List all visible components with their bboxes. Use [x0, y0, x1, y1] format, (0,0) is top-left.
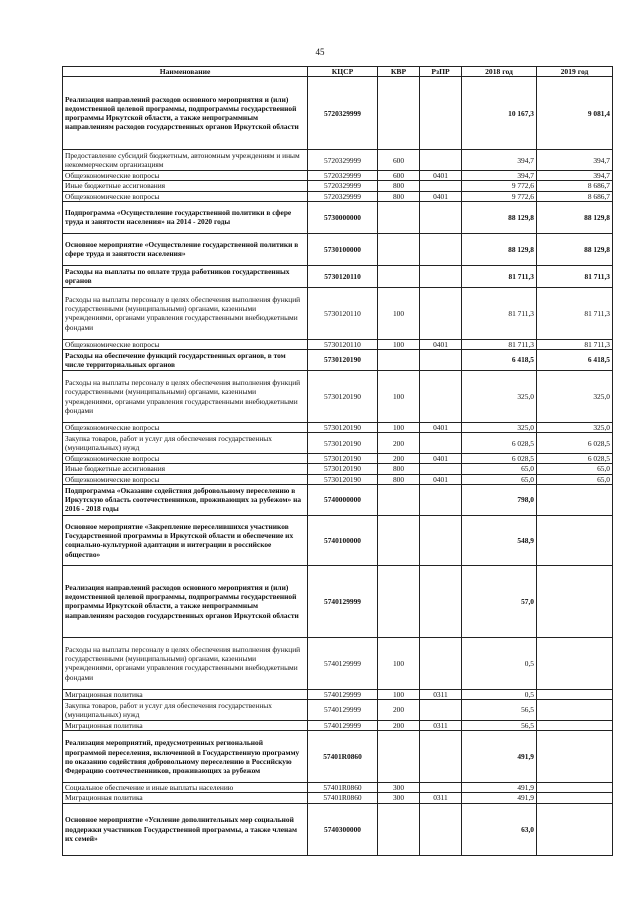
row-rzpr-cell — [420, 783, 462, 793]
row-name-cell: Иные бюджетные ассигнования — [63, 464, 308, 474]
table-row — [63, 515, 613, 565]
row-kcsr-cell: 5720329999 — [308, 77, 378, 150]
row-kcsr-cell: 5730120190 — [308, 433, 378, 454]
row-rzpr-cell — [420, 350, 462, 371]
table-row — [63, 181, 613, 191]
table-row — [63, 77, 613, 150]
table-row — [63, 793, 613, 803]
row-kvr-cell: 600 — [378, 171, 420, 181]
row-kvr-cell: 200 — [378, 454, 420, 464]
row-2018-cell: 491,9 — [462, 731, 537, 783]
row-kcsr-cell: 5730120190 — [308, 464, 378, 474]
row-2018-cell: 56,5 — [462, 700, 537, 721]
row-kvr-cell: 200 — [378, 700, 420, 721]
row-kvr-cell — [378, 565, 420, 637]
row-kcsr-cell: 5740129999 — [308, 721, 378, 731]
table-row — [63, 721, 613, 731]
row-2019-cell — [537, 565, 613, 637]
table-row — [63, 433, 613, 454]
row-kvr-cell: 800 — [378, 474, 420, 484]
row-2018-cell: 6 418,5 — [462, 350, 537, 371]
row-kvr-cell — [378, 803, 420, 855]
header-2018: 2018 год — [462, 67, 537, 77]
row-rzpr-cell — [420, 484, 462, 515]
row-name-cell: Общеэкономические вопросы — [63, 339, 308, 349]
table-row — [63, 191, 613, 201]
row-2018-cell: 57,0 — [462, 565, 537, 637]
row-kvr-cell: 800 — [378, 191, 420, 201]
row-rzpr-cell — [420, 181, 462, 191]
row-kcsr-cell: 5720329999 — [308, 181, 378, 191]
row-kcsr-cell: 5740000000 — [308, 484, 378, 515]
row-kcsr-cell: 5720329999 — [308, 191, 378, 201]
row-2018-cell: 548,9 — [462, 515, 537, 565]
table-row — [63, 803, 613, 855]
row-kvr-cell: 100 — [378, 339, 420, 349]
row-rzpr-cell — [420, 565, 462, 637]
row-name-cell: Социальное обеспечение и иные выплаты населению — [63, 783, 308, 793]
row-kvr-cell — [378, 265, 420, 287]
row-kcsr-cell: 57401R0860 — [308, 793, 378, 803]
row-kvr-cell: 300 — [378, 783, 420, 793]
row-rzpr-cell: 0401 — [420, 454, 462, 464]
row-rzpr-cell — [420, 515, 462, 565]
row-2019-cell — [537, 721, 613, 731]
row-kcsr-cell: 5740129999 — [308, 700, 378, 721]
row-kvr-cell — [378, 731, 420, 783]
row-2018-cell: 65,0 — [462, 474, 537, 484]
row-name-cell: Основное мероприятие «Усиление дополнительных мер социальной поддержки участников Государственной программы, а также членам их семей» — [63, 803, 308, 855]
row-kcsr-cell: 5740300000 — [308, 803, 378, 855]
row-name-cell: Закупка товаров, работ и услуг для обеспечения государственных (муниципальных) нужд — [63, 700, 308, 721]
row-name-cell: Реализация направлений расходов основного мероприятия и (или) ведомственной целевой программы, подпрограммы государственной программы Иркутской области, а также непрограммным направлениям расходов государственных органов Иркутской области — [63, 77, 308, 150]
row-kvr-cell — [378, 233, 420, 265]
row-rzpr-cell: 0401 — [420, 423, 462, 433]
row-name-cell: Расходы на выплаты по оплате труда работников государственных органов — [63, 265, 308, 287]
row-2019-cell: 6 028,5 — [537, 454, 613, 464]
row-kcsr-cell: 5730120190 — [308, 350, 378, 371]
row-rzpr-cell — [420, 371, 462, 423]
table-body — [63, 77, 613, 855]
table-row — [63, 464, 613, 474]
row-2018-cell: 81 711,3 — [462, 339, 537, 349]
row-kcsr-cell: 5730120190 — [308, 423, 378, 433]
row-kcsr-cell: 5730120110 — [308, 265, 378, 287]
row-2019-cell — [537, 803, 613, 855]
row-name-cell: Миграционная политика — [63, 721, 308, 731]
row-name-cell: Предоставление субсидий бюджетным, автономным учреждениям и иным некоммерческим организациям — [63, 150, 308, 171]
row-name-cell: Реализация направлений расходов основного мероприятия и (или) ведомственной целевой программы, подпрограммы государственной программы Иркутской области, а также непрограммным направлениям расходов государственных органов Иркутской области — [63, 565, 308, 637]
budget-table — [62, 66, 613, 856]
row-name-cell: Расходы на выплаты персоналу в целях обеспечения выполнения функций государственными (муниципальными) органами, казенными учреждениями, органами управления государственными внебюджетными фондами — [63, 287, 308, 339]
row-name-cell: Иные бюджетные ассигнования — [63, 181, 308, 191]
row-name-cell: Подпрограмма «Осуществление государственной политики в сфере труда и занятости населения» на 2014 - 2020 годы — [63, 201, 308, 233]
header-kvr: КВР — [378, 67, 420, 77]
table-row — [63, 637, 613, 689]
row-kvr-cell: 100 — [378, 637, 420, 689]
row-2019-cell — [537, 689, 613, 699]
row-kcsr-cell: 5730120190 — [308, 454, 378, 464]
row-kcsr-cell: 5740129999 — [308, 637, 378, 689]
table-row — [63, 350, 613, 371]
table-row — [63, 339, 613, 349]
header-rzpr: РзПР — [420, 67, 462, 77]
row-2018-cell: 6 028,5 — [462, 433, 537, 454]
row-rzpr-cell: 0401 — [420, 171, 462, 181]
row-name-cell: Реализация мероприятий, предусмотренных региональной программой переселения, включенной в Государственную программу по оказанию содействия добровольному переселению в Российскую Федерацию соотечественников, проживающих за рубежом — [63, 731, 308, 783]
row-rzpr-cell: 0311 — [420, 689, 462, 699]
row-kcsr-cell: 5730120190 — [308, 371, 378, 423]
row-kvr-cell — [378, 350, 420, 371]
table-row — [63, 423, 613, 433]
row-2019-cell — [537, 793, 613, 803]
row-kcsr-cell: 57401R0860 — [308, 783, 378, 793]
row-kvr-cell: 300 — [378, 793, 420, 803]
row-name-cell: Расходы на выплаты персоналу в целях обеспечения выполнения функций государственными (муниципальными) органами, казенными учреждениями, органами управления государственными внебюджетными фондами — [63, 637, 308, 689]
row-kcsr-cell: 5740129999 — [308, 565, 378, 637]
row-2019-cell: 8 686,7 — [537, 191, 613, 201]
table-row — [63, 565, 613, 637]
row-2019-cell — [537, 700, 613, 721]
row-2018-cell: 88 129,8 — [462, 201, 537, 233]
row-kcsr-cell: 5730120110 — [308, 287, 378, 339]
row-2019-cell: 88 129,8 — [537, 201, 613, 233]
row-2019-cell: 6 028,5 — [537, 433, 613, 454]
table-row — [63, 150, 613, 171]
header-kcsr: КЦСР — [308, 67, 378, 77]
row-2019-cell: 65,0 — [537, 474, 613, 484]
row-2018-cell: 394,7 — [462, 150, 537, 171]
row-rzpr-cell — [420, 265, 462, 287]
table-row — [63, 454, 613, 464]
table-row — [63, 484, 613, 515]
table-row — [63, 371, 613, 423]
row-kcsr-cell: 5730120190 — [308, 474, 378, 484]
row-rzpr-cell — [420, 700, 462, 721]
row-2018-cell: 63,0 — [462, 803, 537, 855]
row-name-cell: Подпрограмма «Оказание содействия добровольному переселению в Иркутскую область соотечественников, проживающих за рубежом» на 2016 - 2018 годы — [63, 484, 308, 515]
row-kcsr-cell: 5730000000 — [308, 201, 378, 233]
row-2019-cell: 81 711,3 — [537, 287, 613, 339]
row-rzpr-cell — [420, 201, 462, 233]
row-2018-cell: 491,9 — [462, 783, 537, 793]
row-2018-cell: 798,0 — [462, 484, 537, 515]
row-kvr-cell: 200 — [378, 721, 420, 731]
row-kvr-cell — [378, 515, 420, 565]
row-2019-cell: 81 711,3 — [537, 339, 613, 349]
row-kvr-cell: 800 — [378, 181, 420, 191]
row-kcsr-cell: 5740100000 — [308, 515, 378, 565]
table-row — [63, 731, 613, 783]
table-header-row — [63, 67, 613, 77]
table-row — [63, 201, 613, 233]
row-rzpr-cell — [420, 77, 462, 150]
row-rzpr-cell — [420, 731, 462, 783]
row-2018-cell: 10 167,3 — [462, 77, 537, 150]
row-2018-cell: 56,5 — [462, 721, 537, 731]
row-2019-cell — [537, 637, 613, 689]
row-2019-cell: 325,0 — [537, 423, 613, 433]
table-row — [63, 171, 613, 181]
row-2018-cell: 81 711,3 — [462, 265, 537, 287]
row-kvr-cell: 600 — [378, 150, 420, 171]
header-name: Наименование — [63, 67, 308, 77]
row-name-cell: Общеэкономические вопросы — [63, 423, 308, 433]
row-2018-cell: 0,5 — [462, 689, 537, 699]
row-2019-cell: 88 129,8 — [537, 233, 613, 265]
row-kcsr-cell: 5720329999 — [308, 171, 378, 181]
table-row — [63, 783, 613, 793]
row-name-cell: Общеэкономические вопросы — [63, 171, 308, 181]
row-rzpr-cell — [420, 464, 462, 474]
row-rzpr-cell — [420, 433, 462, 454]
row-2018-cell: 81 711,3 — [462, 287, 537, 339]
table-row — [63, 233, 613, 265]
row-2019-cell: 325,0 — [537, 371, 613, 423]
row-2018-cell: 394,7 — [462, 171, 537, 181]
row-rzpr-cell: 0401 — [420, 191, 462, 201]
row-2018-cell: 9 772,6 — [462, 181, 537, 191]
row-name-cell: Основное мероприятие «Осуществление государственной политики в сфере труда и занятости населения» — [63, 233, 308, 265]
row-2019-cell — [537, 515, 613, 565]
row-kvr-cell: 100 — [378, 371, 420, 423]
table-row — [63, 700, 613, 721]
row-kvr-cell: 100 — [378, 689, 420, 699]
row-rzpr-cell — [420, 233, 462, 265]
row-kvr-cell — [378, 484, 420, 515]
row-rzpr-cell: 0311 — [420, 721, 462, 731]
row-2018-cell: 65,0 — [462, 464, 537, 474]
row-kvr-cell — [378, 201, 420, 233]
row-name-cell: Закупка товаров, работ и услуг для обеспечения государственных (муниципальных) нужд — [63, 433, 308, 454]
row-rzpr-cell: 0311 — [420, 793, 462, 803]
row-2019-cell — [537, 783, 613, 793]
row-2018-cell: 491,9 — [462, 793, 537, 803]
row-kvr-cell: 200 — [378, 433, 420, 454]
row-2019-cell — [537, 731, 613, 783]
table-row — [63, 474, 613, 484]
row-name-cell: Общеэкономические вопросы — [63, 191, 308, 201]
header-2019: 2019 год — [537, 67, 613, 77]
row-name-cell: Общеэкономические вопросы — [63, 474, 308, 484]
row-kvr-cell — [378, 77, 420, 150]
row-2018-cell: 0,5 — [462, 637, 537, 689]
row-kcsr-cell: 5730120110 — [308, 339, 378, 349]
row-name-cell: Миграционная политика — [63, 689, 308, 699]
row-kvr-cell: 100 — [378, 287, 420, 339]
row-kcsr-cell: 5740129999 — [308, 689, 378, 699]
row-2018-cell: 325,0 — [462, 371, 537, 423]
row-kcsr-cell: 57401R0860 — [308, 731, 378, 783]
row-rzpr-cell — [420, 150, 462, 171]
row-rzpr-cell — [420, 803, 462, 855]
row-kcsr-cell: 5730100000 — [308, 233, 378, 265]
row-2018-cell: 325,0 — [462, 423, 537, 433]
table-row — [63, 265, 613, 287]
row-2019-cell: 81 711,3 — [537, 265, 613, 287]
row-2019-cell: 9 081,4 — [537, 77, 613, 150]
row-name-cell: Расходы на обеспечение функций государственных органов, в том числе территориальных органов — [63, 350, 308, 371]
row-2019-cell: 8 686,7 — [537, 181, 613, 191]
page-number: 45 — [315, 47, 325, 57]
table-row — [63, 287, 613, 339]
row-kvr-cell: 100 — [378, 423, 420, 433]
row-2018-cell: 6 028,5 — [462, 454, 537, 464]
row-name-cell: Миграционная политика — [63, 793, 308, 803]
row-name-cell: Основное мероприятие «Закрепление переселившихся участников Государственной программы в Иркутской области и обеспечение их социально-культурной адаптации и интеграции в российское общество» — [63, 515, 308, 565]
row-name-cell: Расходы на выплаты персоналу в целях обеспечения выполнения функций государственными (муниципальными) органами, казенными учреждениями, органами управления государственными внебюджетными фондами — [63, 371, 308, 423]
row-2019-cell — [537, 484, 613, 515]
row-2019-cell: 65,0 — [537, 464, 613, 474]
row-rzpr-cell — [420, 287, 462, 339]
row-rzpr-cell: 0401 — [420, 474, 462, 484]
row-rzpr-cell: 0401 — [420, 339, 462, 349]
row-name-cell: Общеэкономические вопросы — [63, 454, 308, 464]
row-kcsr-cell: 5720329999 — [308, 150, 378, 171]
row-kvr-cell: 800 — [378, 464, 420, 474]
row-2019-cell: 394,7 — [537, 171, 613, 181]
row-rzpr-cell — [420, 637, 462, 689]
row-2019-cell: 394,7 — [537, 150, 613, 171]
row-2018-cell: 88 129,8 — [462, 233, 537, 265]
row-2019-cell: 6 418,5 — [537, 350, 613, 371]
table-row — [63, 689, 613, 699]
row-2018-cell: 9 772,6 — [462, 191, 537, 201]
